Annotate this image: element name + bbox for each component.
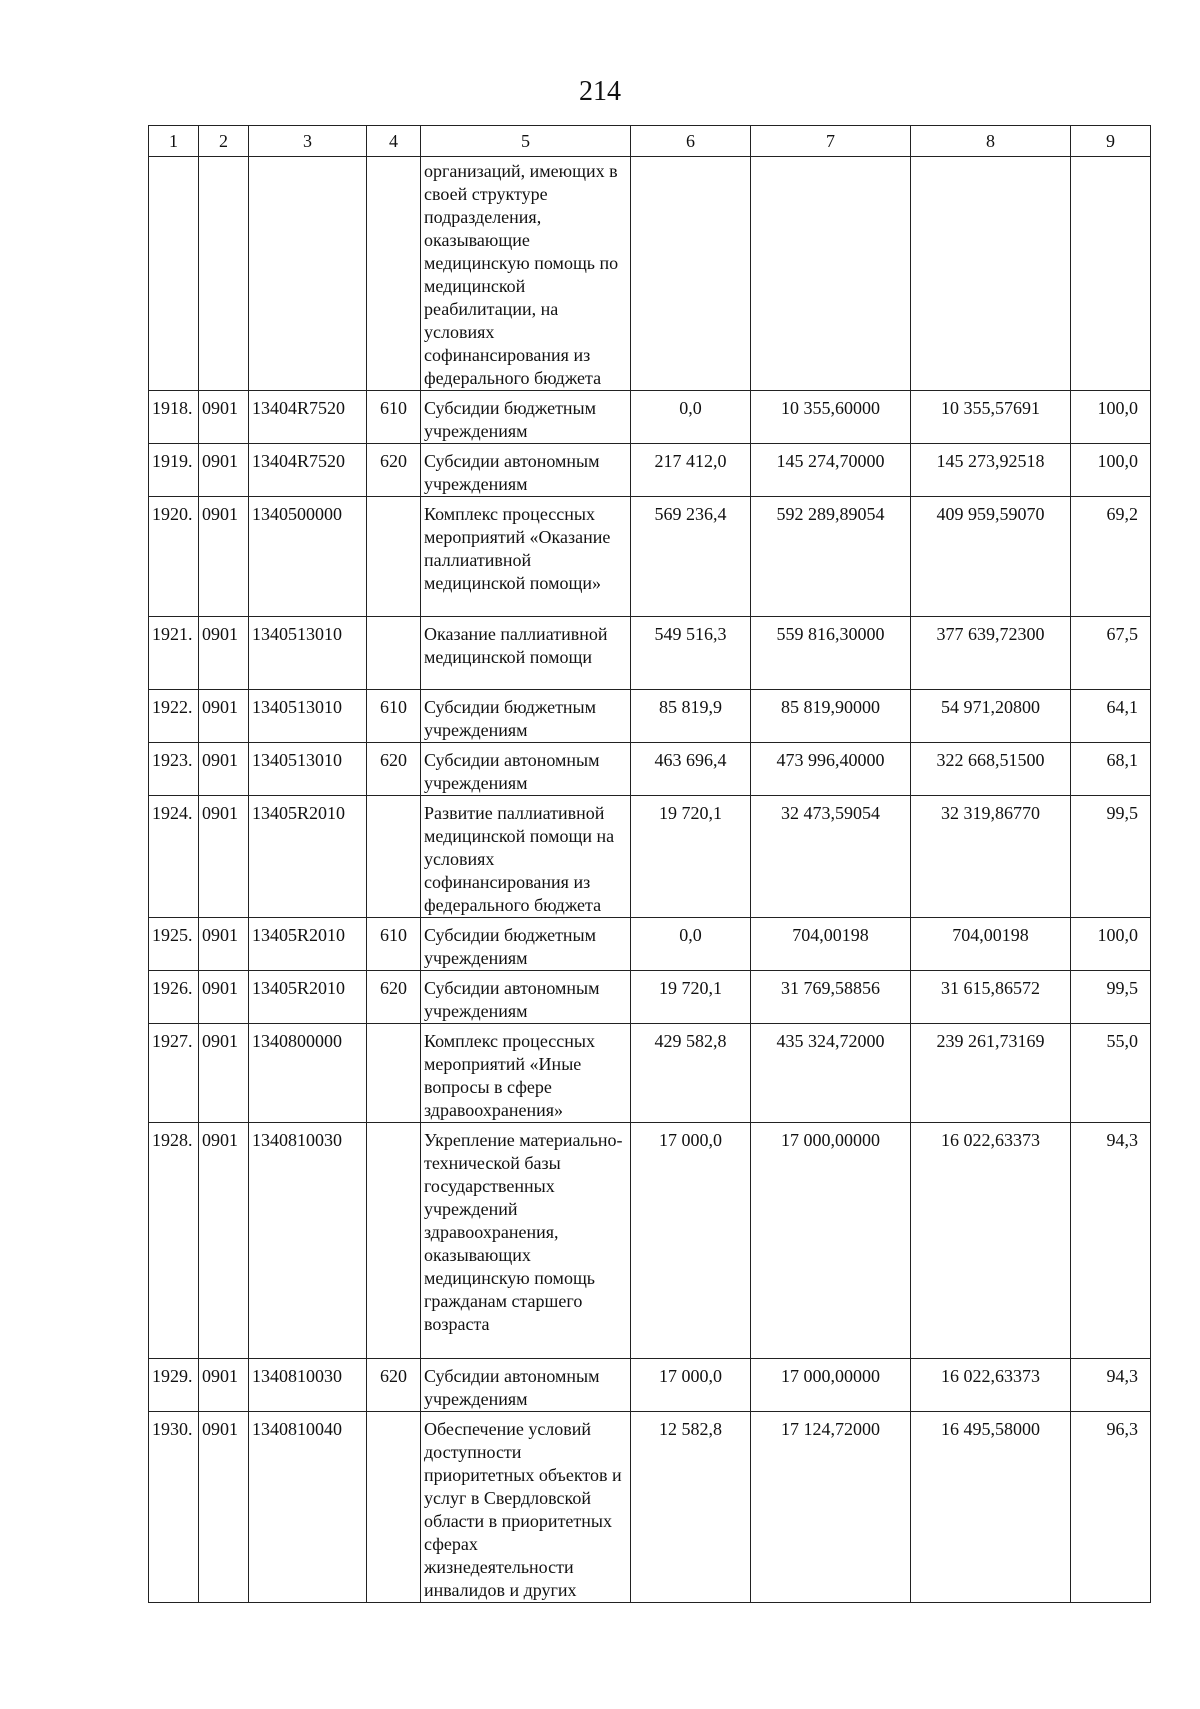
value-col-8: 16 495,58000: [911, 1412, 1071, 1603]
table-row: [149, 971, 1151, 1024]
table-row: [149, 1412, 1151, 1603]
expense-type-code: 620: [367, 444, 421, 497]
target-article-code: 13405R2010: [249, 918, 367, 971]
table-row: [149, 1024, 1151, 1123]
table-row: [149, 157, 1151, 391]
column-header: 5: [421, 126, 631, 157]
target-article-code: 1340513010: [249, 743, 367, 796]
table-row: [149, 1123, 1151, 1359]
section-code: 0901: [199, 497, 249, 617]
expense-type-code: 610: [367, 391, 421, 444]
value-col-6: 19 720,1: [631, 796, 751, 918]
item-name: Субсидии автономным учреждениям: [421, 1359, 631, 1412]
item-name: Комплекс процессных мероприятий «Иные вопросы в сфере здравоохранения»: [421, 1024, 631, 1123]
value-col-6: 569 236,4: [631, 497, 751, 617]
value-col-7: 435 324,72000: [751, 1024, 911, 1123]
value-col-6: 549 516,3: [631, 617, 751, 690]
row-number: 1930.: [149, 1412, 199, 1603]
budget-table: [148, 125, 1151, 1603]
column-header: 6: [631, 126, 751, 157]
target-article-code: 1340810030: [249, 1359, 367, 1412]
value-col-7: 31 769,58856: [751, 971, 911, 1024]
column-header: 9: [1071, 126, 1151, 157]
expense-type-code: [367, 157, 421, 391]
section-code: 0901: [199, 617, 249, 690]
value-col-6: 85 819,9: [631, 690, 751, 743]
column-header: 8: [911, 126, 1071, 157]
section-code: 0901: [199, 1412, 249, 1603]
expense-type-code: 620: [367, 971, 421, 1024]
expense-type-code: [367, 1123, 421, 1359]
value-col-9: 94,3: [1071, 1359, 1151, 1412]
value-col-9: 68,1: [1071, 743, 1151, 796]
value-col-8: 322 668,51500: [911, 743, 1071, 796]
item-name: Субсидии бюджетным учреждениям: [421, 690, 631, 743]
table-row: [149, 743, 1151, 796]
item-name: Субсидии бюджетным учреждениям: [421, 918, 631, 971]
value-col-7: 32 473,59054: [751, 796, 911, 918]
value-col-8: [911, 157, 1071, 391]
value-col-7: 592 289,89054: [751, 497, 911, 617]
section-code: 0901: [199, 1024, 249, 1123]
table-row: [149, 690, 1151, 743]
value-col-9: 100,0: [1071, 444, 1151, 497]
row-number: 1918.: [149, 391, 199, 444]
value-col-9: 55,0: [1071, 1024, 1151, 1123]
value-col-9: 94,3: [1071, 1123, 1151, 1359]
table-body: [149, 157, 1151, 1603]
header-row: [149, 126, 1151, 157]
item-name: Укрепление материально-технической базы государственных учреждений здравоохранения, оказывающих медицинскую помощь гражданам старшего возраста: [421, 1123, 631, 1359]
table-row: [149, 391, 1151, 444]
row-number: 1926.: [149, 971, 199, 1024]
table-row: [149, 1359, 1151, 1412]
target-article-code: 1340513010: [249, 617, 367, 690]
expense-type-code: 610: [367, 918, 421, 971]
value-col-7: 17 124,72000: [751, 1412, 911, 1603]
value-col-8: 10 355,57691: [911, 391, 1071, 444]
row-number: 1929.: [149, 1359, 199, 1412]
value-col-7: [751, 157, 911, 391]
section-code: 0901: [199, 796, 249, 918]
value-col-6: [631, 157, 751, 391]
expense-type-code: 620: [367, 743, 421, 796]
value-col-8: 145 273,92518: [911, 444, 1071, 497]
section-code: 0901: [199, 743, 249, 796]
value-col-7: 145 274,70000: [751, 444, 911, 497]
item-name: Развитие паллиативной медицинской помощи на условиях софинансирования из федерального бюджета: [421, 796, 631, 918]
value-col-8: 377 639,72300: [911, 617, 1071, 690]
item-name: Оказание паллиативной медицинской помощи: [421, 617, 631, 690]
value-col-7: 473 996,40000: [751, 743, 911, 796]
value-col-9: [1071, 157, 1151, 391]
expense-type-code: 610: [367, 690, 421, 743]
section-code: 0901: [199, 918, 249, 971]
value-col-8: 409 959,59070: [911, 497, 1071, 617]
section-code: 0901: [199, 391, 249, 444]
item-name: Комплекс процессных мероприятий «Оказание паллиативной медицинской помощи»: [421, 497, 631, 617]
table-header: [149, 126, 1151, 157]
expense-type-code: [367, 1412, 421, 1603]
value-col-7: 559 816,30000: [751, 617, 911, 690]
target-article-code: 13405R2010: [249, 796, 367, 918]
value-col-9: 96,3: [1071, 1412, 1151, 1603]
value-col-6: 19 720,1: [631, 971, 751, 1024]
target-article-code: [249, 157, 367, 391]
expense-type-code: [367, 1024, 421, 1123]
column-header: 7: [751, 126, 911, 157]
page-number: 214: [579, 76, 621, 107]
value-col-6: 0,0: [631, 391, 751, 444]
column-header: 4: [367, 126, 421, 157]
value-col-6: 463 696,4: [631, 743, 751, 796]
target-article-code: 1340810040: [249, 1412, 367, 1603]
value-col-6: 217 412,0: [631, 444, 751, 497]
value-col-7: 10 355,60000: [751, 391, 911, 444]
target-article-code: 1340800000: [249, 1024, 367, 1123]
section-code: 0901: [199, 444, 249, 497]
row-number: 1924.: [149, 796, 199, 918]
expense-type-code: [367, 497, 421, 617]
item-name: Субсидии автономным учреждениям: [421, 971, 631, 1024]
item-name: Субсидии автономным учреждениям: [421, 743, 631, 796]
value-col-6: 429 582,8: [631, 1024, 751, 1123]
expense-type-code: [367, 617, 421, 690]
value-col-9: 69,2: [1071, 497, 1151, 617]
value-col-9: 100,0: [1071, 918, 1151, 971]
column-header: 2: [199, 126, 249, 157]
value-col-6: 17 000,0: [631, 1123, 751, 1359]
section-code: 0901: [199, 1359, 249, 1412]
value-col-7: 704,00198: [751, 918, 911, 971]
table-row: [149, 918, 1151, 971]
value-col-7: 17 000,00000: [751, 1359, 911, 1412]
target-article-code: 1340500000: [249, 497, 367, 617]
target-article-code: 13405R2010: [249, 971, 367, 1024]
column-header: 3: [249, 126, 367, 157]
section-code: 0901: [199, 1123, 249, 1359]
value-col-9: 64,1: [1071, 690, 1151, 743]
item-name: организаций, имеющих в своей структуре подразделения, оказывающие медицинскую помощь по медицинской реабилитации, на условиях софинансирования из федерального бюджета: [421, 157, 631, 391]
row-number: 1921.: [149, 617, 199, 690]
row-number: 1928.: [149, 1123, 199, 1359]
target-article-code: 13404R7520: [249, 444, 367, 497]
target-article-code: 13404R7520: [249, 391, 367, 444]
value-col-8: 704,00198: [911, 918, 1071, 971]
value-col-8: 16 022,63373: [911, 1123, 1071, 1359]
target-article-code: 1340810030: [249, 1123, 367, 1359]
value-col-8: 31 615,86572: [911, 971, 1071, 1024]
row-number: 1920.: [149, 497, 199, 617]
value-col-9: 100,0: [1071, 391, 1151, 444]
row-number: 1927.: [149, 1024, 199, 1123]
row-number: 1923.: [149, 743, 199, 796]
value-col-9: 99,5: [1071, 796, 1151, 918]
section-code: [199, 157, 249, 391]
table-row: [149, 444, 1151, 497]
value-col-8: 16 022,63373: [911, 1359, 1071, 1412]
value-col-8: 239 261,73169: [911, 1024, 1071, 1123]
value-col-7: 17 000,00000: [751, 1123, 911, 1359]
section-code: 0901: [199, 690, 249, 743]
table-row: [149, 617, 1151, 690]
section-code: 0901: [199, 971, 249, 1024]
value-col-6: 17 000,0: [631, 1359, 751, 1412]
column-header: 1: [149, 126, 199, 157]
row-number: 1919.: [149, 444, 199, 497]
item-name: Субсидии бюджетным учреждениям: [421, 391, 631, 444]
value-col-9: 99,5: [1071, 971, 1151, 1024]
item-name: Обеспечение условий доступности приоритетных объектов и услуг в Свердловской области в приоритетных сферах жизнедеятельности инвалидов и других: [421, 1412, 631, 1603]
value-col-6: 12 582,8: [631, 1412, 751, 1603]
expense-type-code: 620: [367, 1359, 421, 1412]
item-name: Субсидии автономным учреждениям: [421, 444, 631, 497]
table-row: [149, 497, 1151, 617]
row-number: 1925.: [149, 918, 199, 971]
value-col-8: 54 971,20800: [911, 690, 1071, 743]
value-col-6: 0,0: [631, 918, 751, 971]
value-col-7: 85 819,90000: [751, 690, 911, 743]
target-article-code: 1340513010: [249, 690, 367, 743]
table-row: [149, 796, 1151, 918]
value-col-8: 32 319,86770: [911, 796, 1071, 918]
expense-type-code: [367, 796, 421, 918]
row-number: 1922.: [149, 690, 199, 743]
value-col-9: 67,5: [1071, 617, 1151, 690]
row-number: [149, 157, 199, 391]
